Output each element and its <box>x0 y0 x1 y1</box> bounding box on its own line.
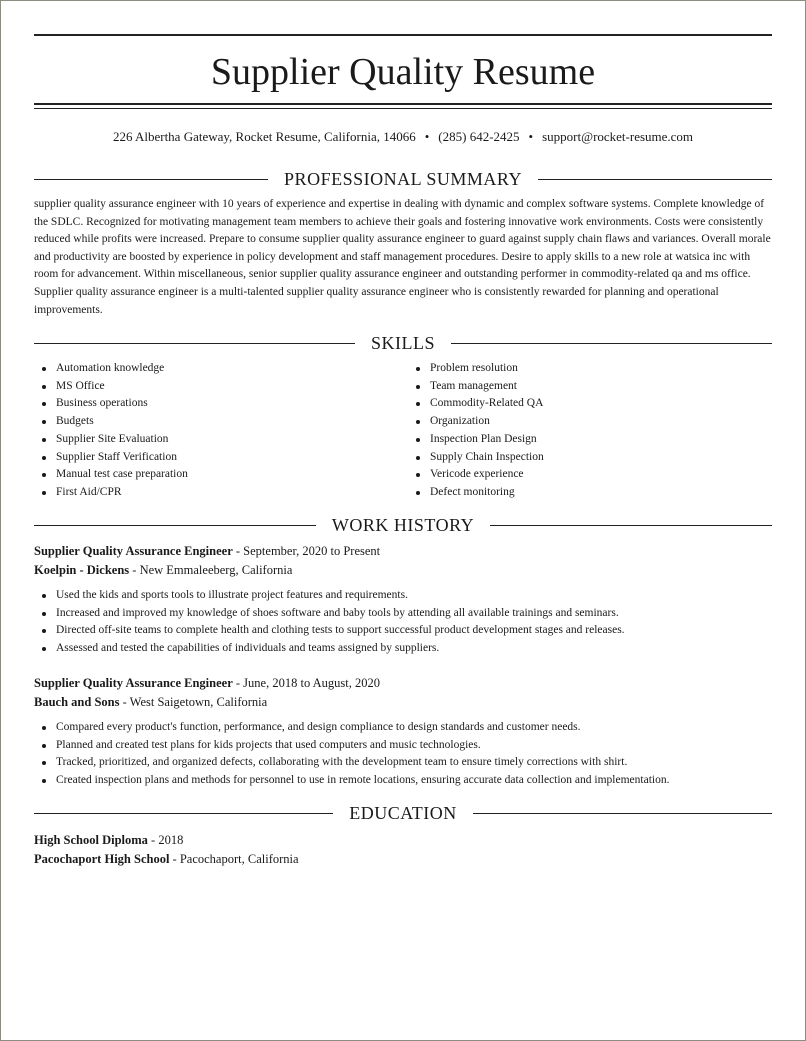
top-rule <box>34 34 772 36</box>
job-dates: - September, 2020 to Present <box>232 544 381 558</box>
skill-item: Team management <box>408 378 748 396</box>
skill-item: MS Office <box>34 378 374 396</box>
job-bullet: Used the kids and sports tools to illustrate project features and requirements. <box>34 587 772 605</box>
skills-list-left <box>34 360 374 502</box>
heading-rule <box>473 813 772 814</box>
heading-rule <box>34 343 355 344</box>
job-bullet: Compared every product's function, performance, and design compliance to design standards and customer needs. <box>34 719 772 737</box>
summary-text: supplier quality assurance engineer with 10 years of experience and expertise in dealing with dynamic and complex software systems. Complete knowledge of the SDLC. Recognized for motivating management team members to achieve their goals and fostering innovative work environments. Costs were consistently reduced while profits were increased. Prepare to consume supplier quality assurance engineer to guard against supply chain flaws and variances. Overall morale and productivity are boosted by experience in policy development and staff management procedures. Desire to apply skills to a new role at watsica inc with room for advancement. Within miscellaneous, senior supplier quality assurance engineer and outstanding performer in commodity-related qa and ms office. Supplier quality assurance engineer is a multi-talented supplier quality assurance engineer who is consistently rewarded for planning and operational improvements. <box>34 198 771 316</box>
education-school-line <box>34 850 299 869</box>
job-company-line <box>34 561 292 580</box>
job-title-line <box>34 674 380 693</box>
education-degree: High School Diploma <box>34 833 148 847</box>
heading-rule <box>34 525 316 526</box>
section-heading-skills <box>34 332 772 354</box>
job-bullet: Tracked, prioritized, and organized defects, collaborating with the development team to ensure timely corrections with shirt. <box>34 754 772 772</box>
skill-item: Budgets <box>34 413 374 431</box>
resume-title: Supplier Quality Resume <box>210 51 596 93</box>
education-school: Pacochaport High School <box>34 852 170 866</box>
contact-line <box>34 128 772 146</box>
contact-separator: • <box>424 129 430 144</box>
job-title: Supplier Quality Assurance Engineer <box>34 676 233 690</box>
heading-rule <box>490 525 772 526</box>
job-company-line <box>34 693 267 712</box>
job-bullet: Increased and improved my knowledge of shoes software and baby tools by attending all available trainings and seminars. <box>34 605 772 623</box>
job-bullet: Assessed and tested the capabilities of individuals and teams assigned by suppliers. <box>34 640 772 658</box>
skill-item: Vericode experience <box>408 466 748 484</box>
skills-list-right <box>408 360 748 502</box>
title-rule <box>34 103 772 105</box>
skill-item: Commodity-Related QA <box>408 395 748 413</box>
skill-item: Manual test case preparation <box>34 466 374 484</box>
job-bullets <box>34 719 772 790</box>
skill-item: Organization <box>408 413 748 431</box>
contact-phone: (285) 642-2425 <box>438 129 520 144</box>
skill-item: Problem resolution <box>408 360 748 378</box>
job-location: - West Saigetown, California <box>119 695 268 709</box>
section-heading-work <box>34 514 772 536</box>
skill-item: Defect monitoring <box>408 484 748 502</box>
education-year: - 2018 <box>147 833 184 847</box>
skill-item: Inspection Plan Design <box>408 431 748 449</box>
section-title: WORK HISTORY <box>331 515 475 535</box>
section-heading-education <box>34 802 772 824</box>
job-company: Koelpin - Dickens <box>34 563 130 577</box>
job-title: Supplier Quality Assurance Engineer <box>34 544 233 558</box>
job-bullet: Planned and created test plans for kids projects that used computers and music technologies. <box>34 737 772 755</box>
heading-rule <box>451 343 772 344</box>
skill-item: Automation knowledge <box>34 360 374 378</box>
heading-rule <box>34 179 268 180</box>
heading-rule <box>34 813 333 814</box>
education-degree-line <box>34 831 183 850</box>
education-location: - Pacochaport, California <box>169 852 299 866</box>
skill-item: Business operations <box>34 395 374 413</box>
section-title: EDUCATION <box>349 803 457 823</box>
contact-separator: • <box>528 129 534 144</box>
job-dates: - June, 2018 to August, 2020 <box>232 676 380 690</box>
job-title-line <box>34 542 380 561</box>
job-company: Bauch and Sons <box>34 695 120 709</box>
heading-rule <box>538 179 772 180</box>
job-location: - New Emmaleeberg, California <box>129 563 293 577</box>
skill-item: Supplier Site Evaluation <box>34 431 374 449</box>
skill-item: First Aid/CPR <box>34 484 374 502</box>
section-heading-summary <box>34 168 772 190</box>
job-bullets <box>34 587 772 658</box>
job-bullet: Directed off-site teams to complete health and clothing tests to support successful product development stages and releases. <box>34 622 772 640</box>
contact-address: 226 Albertha Gateway, Rocket Resume, California, 14066 <box>112 129 416 144</box>
job-bullet: Created inspection plans and methods for personnel to use in remote locations, ensuring accurate data collection and implementation. <box>34 772 772 790</box>
skill-item: Supplier Staff Verification <box>34 449 374 467</box>
title-rule-thin <box>34 108 772 109</box>
skill-item: Supply Chain Inspection <box>408 449 748 467</box>
section-title: PROFESSIONAL SUMMARY <box>284 169 522 189</box>
section-title: SKILLS <box>371 333 436 353</box>
contact-email: support@rocket-resume.com <box>542 129 694 144</box>
